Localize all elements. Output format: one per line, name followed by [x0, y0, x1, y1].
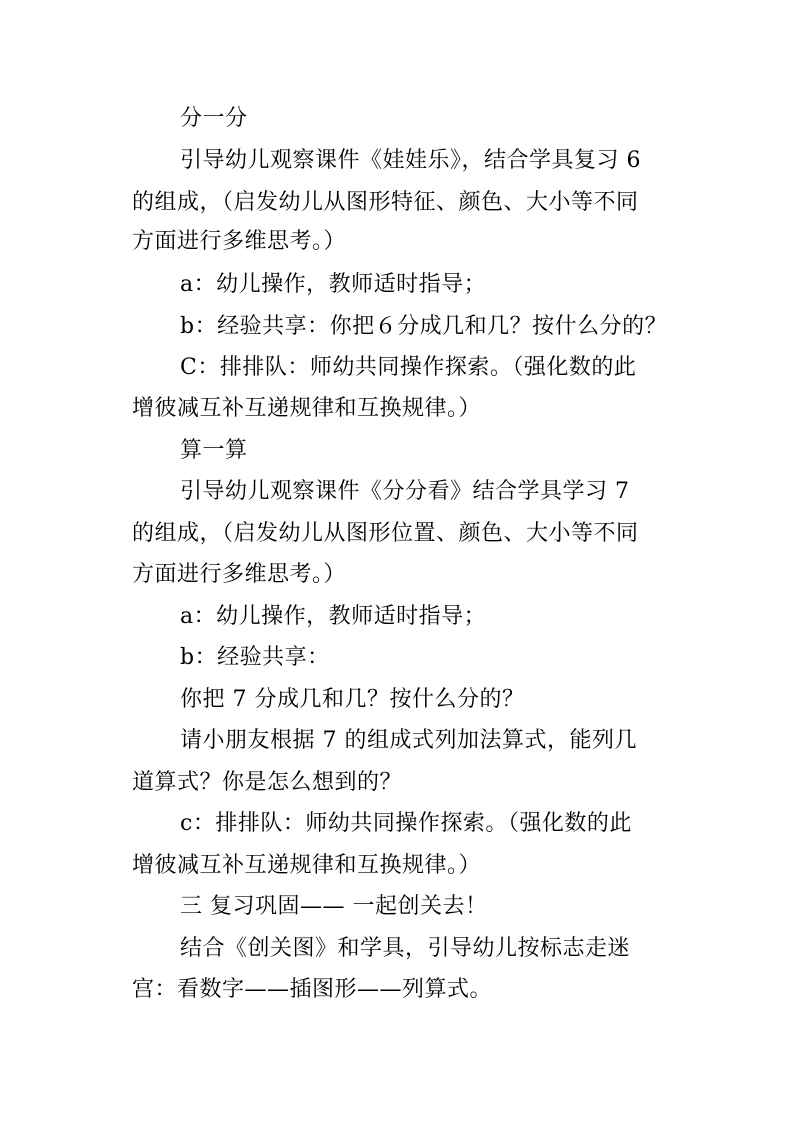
text-line: 的组成，（启发幼儿从图形位置、颜色、大小等不同: [132, 521, 639, 546]
text-line: 增彼减互补互递规律和互换规律。）: [132, 853, 482, 878]
text-line: C：排排队：师幼共同操作探索。（强化数的此: [180, 355, 637, 380]
text-line: b：经验共享：: [180, 645, 330, 670]
text-line: 的组成，（启发幼儿从图形特征、颜色、大小等不同: [132, 190, 639, 215]
text-line: 道算式？你是怎么想到的？: [132, 770, 403, 795]
text-line: 你把 7 分成几和几？按什么分的？: [180, 687, 525, 712]
text-line: 请小朋友根据 7 的组成式列加法算式，能列几: [180, 728, 637, 753]
text-line: 引导幼儿观察课件《分分看》结合学具学习 7: [180, 479, 630, 504]
text-line: a：幼儿操作，教师适时指导；: [180, 604, 487, 629]
text-line: 宫：看数字——插图形——列算式。: [132, 977, 493, 1002]
text-line: 分一分: [180, 106, 248, 131]
text-line: c：排排队：师幼共同操作探索。（强化数的此: [180, 811, 632, 836]
text-line: 结合《创关图》和学具，引导幼儿按标志走迷: [180, 936, 631, 961]
text-line: 三 复习巩固—— 一起创关去！: [180, 894, 488, 919]
text-line: 算一算: [180, 438, 248, 463]
text-line: a：幼儿操作，教师适时指导；: [180, 272, 487, 297]
text-line: 方面进行多维思考。）: [132, 562, 347, 587]
text-line: 方面进行多维思考。）: [132, 229, 347, 254]
text-line: 增彼减互补互递规律和互换规律。）: [132, 396, 482, 421]
text-line: b：经验共享：你把６分成几和几？按什么分的？: [180, 314, 668, 339]
text-line: 引导幼儿观察课件《娃娃乐》，结合学具复习 6: [180, 148, 641, 173]
